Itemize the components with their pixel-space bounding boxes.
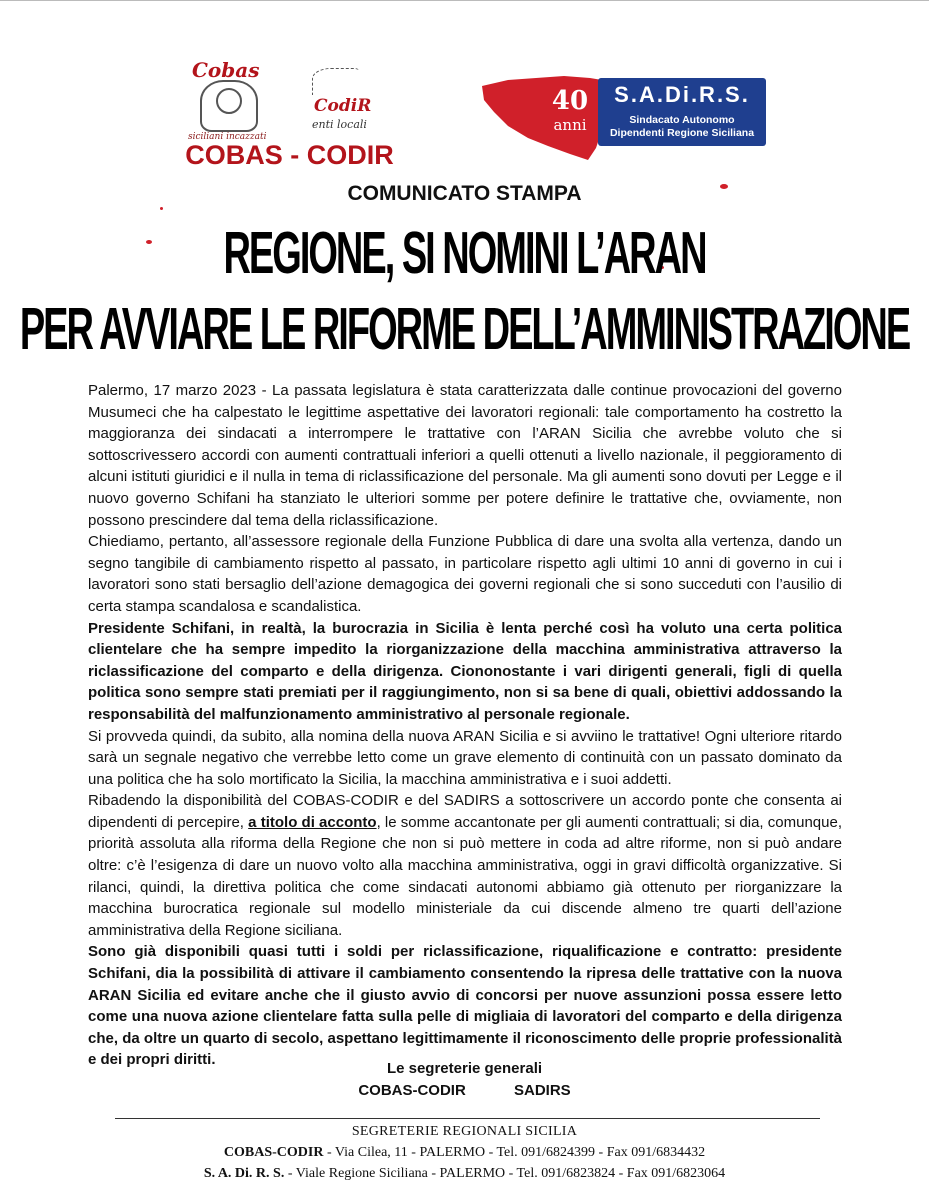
paragraph-2: Chiediamo, pertanto, all’assessore regionale della Funzione Pubblica di dare una svolta alla vertenza, dando un segno tangibile di cambiamento rispetto al passato, in particolare rispetto agli ultimi 10 anni di governo in cui i lavoratori sono stati bersaglio dell’azione demagogica dei governi regionali che si sono succeduti con l’ausilio di certa stampa scandalosa e scandalistica. xyxy=(88,533,842,615)
cobas-figure-icon xyxy=(200,80,258,132)
paragraph-6: Sono già disponibili quasi tutti i soldi per riclassificazione, riqualificazione e contratto: presidente Schifani, dia la possibilità di attivare il cambiamento consentendo la ripresa delle trattative con la nuova ARAN Sicilia ed evitare anche che il giusto avvio di concorsi per nuove assunzioni possa essere letto come una nuova azione clientelare fatta sulla pelle di migliaia di lavoratori del comparto e della dirigenza che, da oltre un quarto di secolo, aspettano legittimamente il riconoscimento delle proprie professionalità e dei propri diritti. xyxy=(88,943,842,1069)
sadirs-logo xyxy=(478,72,768,164)
sadirs-tagline-1: Sindacato Autonomo xyxy=(629,114,735,126)
sicily-sketch-icon xyxy=(312,68,359,95)
anniversary-number: 40 xyxy=(551,86,589,116)
red-dot-3 xyxy=(160,207,163,210)
footer-contact-cobas xyxy=(0,1145,929,1161)
paragraph-5-underlined: a titolo di acconto xyxy=(248,813,377,831)
signoff-heading: Le segreterie generali xyxy=(386,1060,543,1077)
logos-header xyxy=(0,50,929,170)
signoff-org-cobas: COBAS-CODIR xyxy=(358,1082,466,1099)
cobas-codir-wordmark: COBAS - CODIR xyxy=(185,140,394,170)
headline-line-2: PER AVVIARE LE RIFORME DELL’AMMINISTRAZIONE xyxy=(19,298,910,364)
headline-line-1: REGIONE, SI NOMINI L’ARAN xyxy=(223,222,706,288)
press-release-kicker: COMUNICATO STAMPA xyxy=(347,182,582,205)
paragraph-3: Presidente Schifani, in realtà, la burocrazia in Sicilia è lenta perché così ha voluto una certa politica clientelare che ha sempre impedito la riorganizzazione della macchina amministrativa attraverso la riclassificazione del comparto e della dirigenza. Ciononostante i vari dirigenti generali, figli di quella politica sono sempre stati premiati per il raggiungimento, non si sa bene di quali, obiettivi addossando la responsabilità del malfunzionamento amministrativo al personale regionale. xyxy=(88,619,842,723)
anniversary-label: anni xyxy=(553,116,587,134)
cobas-script-text: Cobas xyxy=(192,58,260,82)
cobas-tagline: siciliani incazzati xyxy=(188,132,267,142)
footer-title: SEGRETERIE REGIONALI SICILIA xyxy=(351,1124,578,1139)
footer-cobas-details: - Via Cilea, 11 - PALERMO - Tel. 091/6824399 - Fax 091/6834432 xyxy=(323,1145,706,1160)
codir-subtitle: enti locali xyxy=(312,118,367,131)
paragraph-4: Si provveda quindi, da subito, alla nomina della nuova ARAN Sicilia e si avviino le trattative! Ogni ulteriore ritardo sarà un segnale negativo che verrebbe letto come un grave elemento di continuità con un passato dominato da una politica che ha solo mortificato la Sicilia, la macchina amministrativa e i suoi addetti. xyxy=(88,727,842,788)
footer-cobas-name: COBAS-CODIR xyxy=(223,1145,324,1160)
press-release-body xyxy=(88,380,842,1071)
footer-sadirs-details: - Viale Regione Siciliana - PALERMO - Tel. 091/6823824 - Fax 091/6823064 xyxy=(284,1166,726,1181)
paragraph-5-start: Ribadendo la disponibilità del COBAS-CODIR e del SADIRS a sottoscrivere un accordo ponte che consenta ai dipendenti di percepire, xyxy=(88,792,842,831)
footer-sadirs-name: S. A. Di. R. S. xyxy=(203,1166,285,1181)
paragraph-5 xyxy=(88,790,842,941)
signoff-orgs xyxy=(0,1082,929,1099)
signoff-org-sadirs: SADIRS xyxy=(513,1082,571,1099)
top-border xyxy=(0,0,929,7)
footer-contact-sadirs xyxy=(0,1166,929,1182)
paragraph-1: Palermo, 17 marzo 2023 - La passata legislatura è stata caratterizzata dalle continue provocazioni del governo Musumeci che ha calpestato le legittime aspettative dei lavoratori regionali: tale comportamento ha costretto la maggioranza dei sindacati a interrompere le trattative con l’ARAN Sicilia che avrebbe voluto che si sottoscrivessero accordi con aumenti contrattuali inferiori a quelli ottenuti a livello nazionale, il peggioramento di alcuni istituti giuridici e il nulla in tema di riclassificazione del personale. Ma gli aumenti sono dovuti per Legge e il nuovo governo Schifani ha stanziato le ulteriori somme per potere definire le trattative che, ovviamente, non possono prescindere dal tema della riclassificazione. xyxy=(88,382,842,529)
codir-script-text: CodiR xyxy=(314,96,372,116)
footer-divider xyxy=(115,1118,820,1119)
sadirs-brand: S.A.Di.R.S. xyxy=(614,82,750,107)
cobas-codir-logo xyxy=(182,58,397,170)
paragraph-5-end: , le somme accantonate per gli aumenti contrattuali; si dia, comunque, priorità assoluta alla riforma della Regione che non si può mettere in coda ad altre riforme, non si può andare oltre: c’è l’esigenza di dare un nuovo volto alla macchina amministrativa, oggi in gravi difficoltà organizzative. Si rilanci, quindi, la direttiva politica che come sindacati autonomi abbiamo già ottenuto per riorganizzare la macchina burocratica regionale sul modello ministeriale da cui discende almeno tre quarti dell’azione amministrativa della Regione siciliana. xyxy=(88,813,842,939)
sadirs-tagline-2: Dipendenti Regione Siciliana xyxy=(609,127,755,139)
